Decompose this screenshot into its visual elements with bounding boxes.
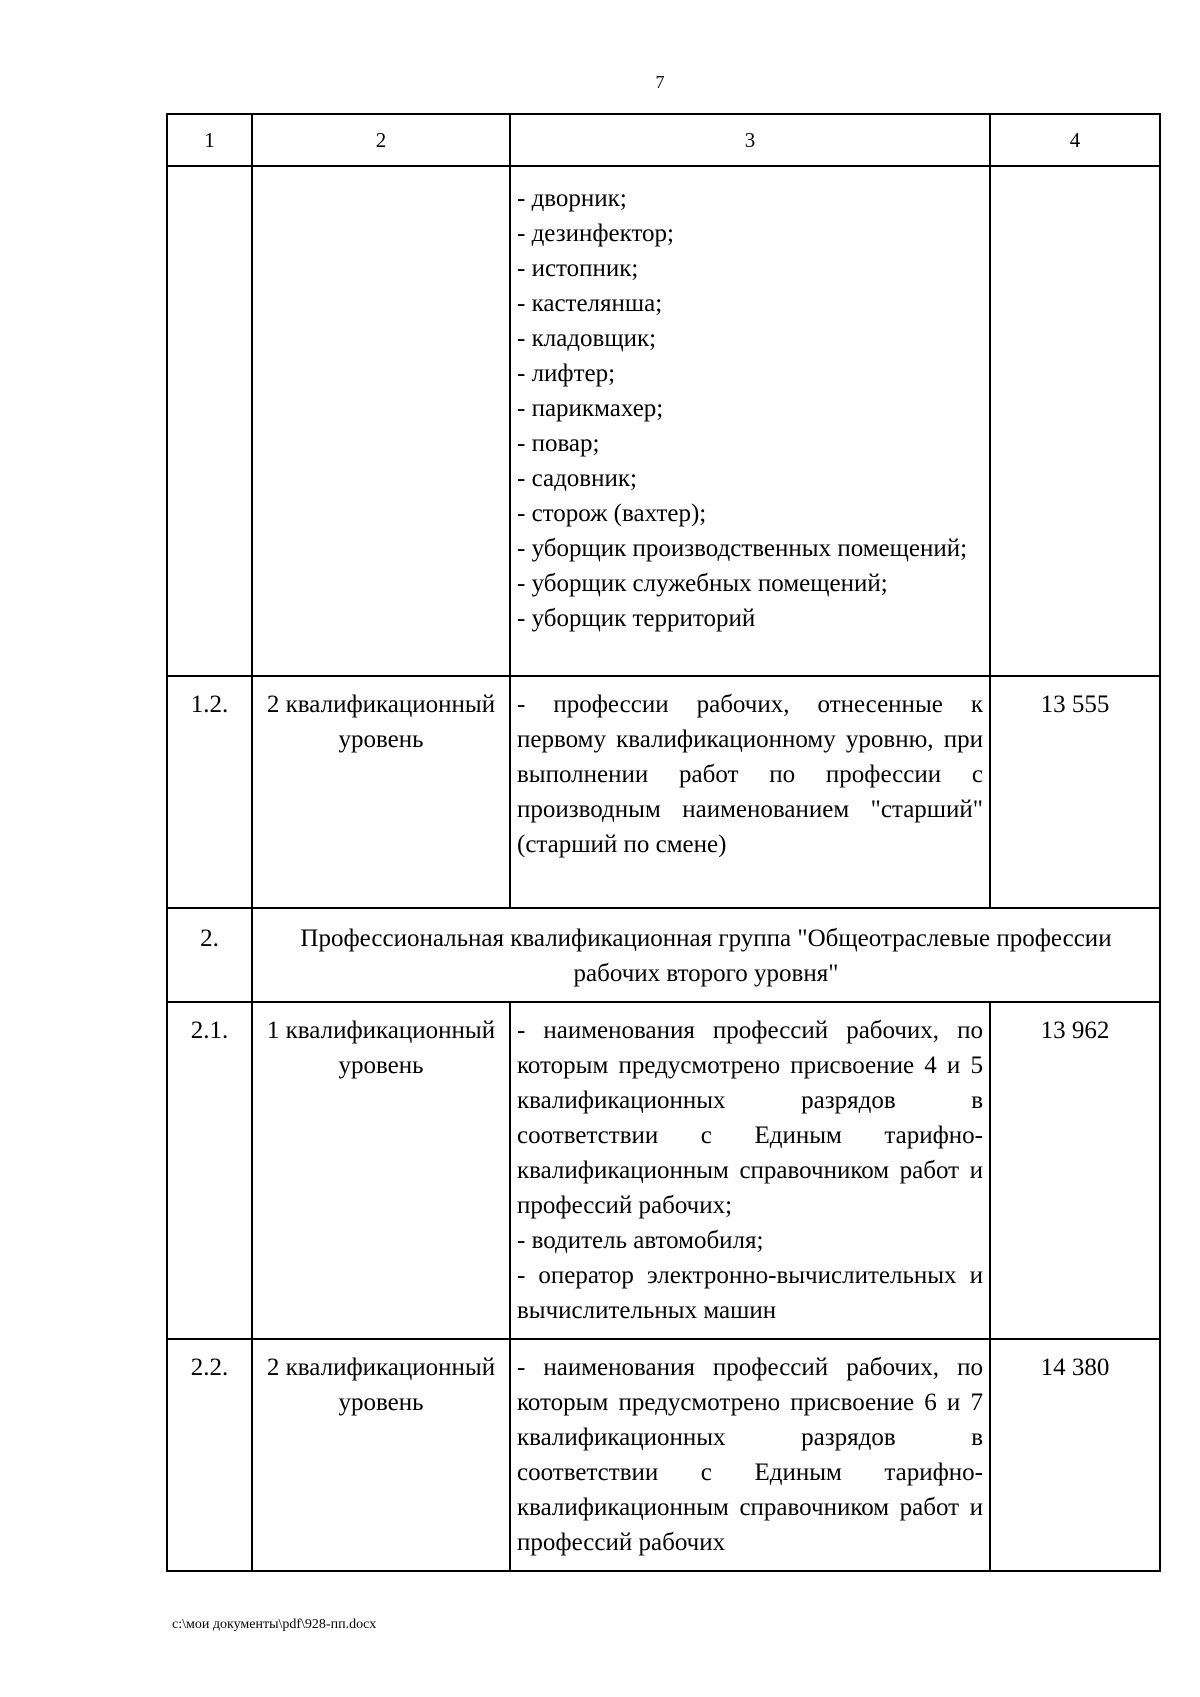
profession-list: [510, 166, 990, 676]
row-description: [510, 1002, 990, 1339]
row-description: - наименования профессий рабочих, по которым предусмотрено присвоение 6 и 7 квалификационных разрядов в соответствии с Единым тарифно-квалификационным справочником работ и профессий рабочих: [510, 1339, 990, 1571]
table-row: [167, 1002, 1160, 1339]
list-item: - дворник;: [517, 185, 627, 212]
list-item: - уборщик производственных помещений;: [517, 535, 968, 562]
row-num: 2.2.: [167, 1339, 252, 1571]
group-title: Профессиональная квалификационная группа "Общеотраслевые профессии рабочих второго уровня": [252, 908, 1160, 1002]
list-item: - парикмахер;: [517, 395, 664, 422]
list-item: - кладовщик;: [517, 325, 657, 352]
header-col-3: 3: [510, 114, 990, 166]
row-level: [252, 166, 510, 676]
row-salary: 13 962: [990, 1002, 1160, 1339]
list-item: - сторож (вахтер);: [517, 500, 707, 527]
header-col-4: 4: [990, 114, 1160, 166]
table-row: [167, 1339, 1160, 1571]
row-salary: [990, 166, 1160, 676]
table-header-row: [167, 114, 1160, 166]
table-group-row: [167, 908, 1160, 1002]
row-description: - профессии рабочих, отнесенные к первому квалификационному уровню, при выполнении работ по профессии с производным наименованием "старший" (старший по смене): [510, 676, 990, 908]
description-part: - наименования профессий рабочих, по которым предусмотрено присвоение 4 и 5 квалификационных разрядов в соответствии с Единым тарифно-квалификационным справочником работ и профессий рабочих;: [517, 1017, 983, 1219]
list-item: - уборщик территорий: [517, 605, 756, 632]
list-item: - истопник;: [517, 255, 639, 282]
document-path: c:\мои документы\pdf\928-пп.docx: [172, 1617, 377, 1632]
group-num: 2.: [167, 908, 252, 1002]
row-salary: 13 555: [990, 676, 1160, 908]
list-item: - повар;: [517, 430, 600, 457]
list-item: - кастелянша;: [517, 290, 663, 317]
list-item: - дезинфектор;: [517, 220, 674, 247]
table-row: [167, 166, 1160, 676]
list-item: - уборщик служебных помещений;: [517, 570, 888, 597]
row-num: 2.1.: [167, 1002, 252, 1339]
description-part: - оператор электронно-вычислительных и вычислительных машин: [517, 1262, 983, 1324]
row-level: 1 квалификационный уровень: [252, 1002, 510, 1339]
header-col-2: 2: [252, 114, 510, 166]
row-level: 2 квалификационный уровень: [252, 676, 510, 908]
description-part: - водитель автомобиля;: [517, 1227, 764, 1254]
table-row: [167, 676, 1160, 908]
row-level: 2 квалификационный уровень: [252, 1339, 510, 1571]
row-num: [167, 166, 252, 676]
salary-table: [166, 113, 1161, 1572]
list-item: - садовник;: [517, 465, 637, 492]
list-item: - лифтер;: [517, 360, 616, 387]
row-num: 1.2.: [167, 676, 252, 908]
header-col-1: 1: [167, 114, 252, 166]
row-salary: 14 380: [990, 1339, 1160, 1571]
page-number: 7: [655, 72, 665, 92]
